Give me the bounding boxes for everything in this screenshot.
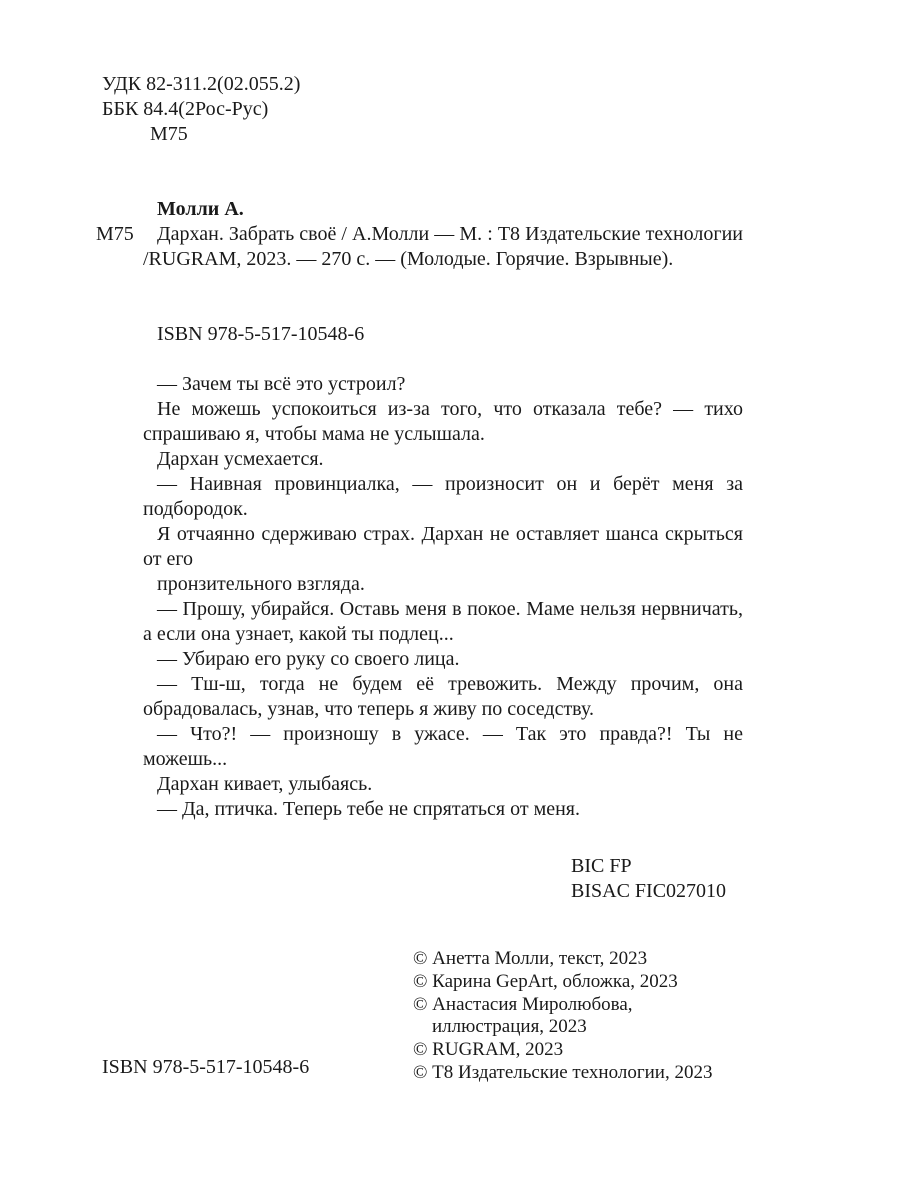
bic-code: BIC FP [571, 855, 632, 877]
excerpt-paragraph: Не можешь успокоиться из-за того, что отказала тебе? — тихо спрашиваю я, чтобы мама не услышала. [143, 398, 743, 445]
excerpt-paragraph: — Что?! — произношу в ужасе. — Так это правда?! Ты не можешь... [143, 723, 743, 770]
catalog-codes [102, 72, 300, 147]
excerpt-paragraph: пронзительного взгляда. [157, 573, 365, 595]
copyright-block [413, 948, 712, 1085]
book-excerpt [143, 372, 743, 822]
udk-code: УДК 82-311.2(02.055.2) [102, 73, 301, 95]
excerpt-paragraph: — Да, птичка. Теперь тебе не спрятаться от меня. [157, 798, 581, 820]
bibliographic-description: Дархан. Забрать своё / А.Молли — М. : Т8 Издательские технологии /RUGRAM, 2023. — 270 с. — (Молодые. Горячие. Взрывные). [143, 223, 743, 270]
excerpt-paragraph: Я отчаянно сдерживаю страх. Дархан не оставляет шанса скрыться от его [143, 523, 743, 570]
excerpt-paragraph: — Убираю его руку со своего лица. [157, 648, 460, 670]
copyright-illustration: © Анастасия Миролюбова, [413, 993, 633, 1015]
copyright-rugram: © RUGRAM, 2023 [413, 1039, 564, 1061]
bibliographic-record [96, 197, 743, 272]
copyright-illustration-role: иллюстрация, 2023 [432, 1016, 587, 1038]
excerpt-paragraph: Дархан усмехается. [157, 448, 324, 470]
author-mark-side: М75 [96, 223, 134, 245]
author-mark: М75 [150, 123, 188, 145]
isbn-bottom: ISBN 978-5-517-10548-6 [102, 1056, 310, 1078]
bisac-code: BISAC FIC027010 [571, 880, 727, 902]
excerpt-paragraph: Дархан кивает, улыбаясь. [157, 773, 373, 795]
author-heading: Молли А. [157, 198, 244, 220]
excerpt-paragraph: — Прошу, убирайся. Оставь меня в покое. Маме нельзя нервничать, а если она узнает, какой ты подлец... [143, 598, 743, 645]
excerpt-paragraph: — Тш-ш, тогда не будем её тревожить. Между прочим, она обрадовалась, узнав, что теперь я живу по соседству. [143, 673, 743, 720]
excerpt-paragraph: — Зачем ты всё это устроил? [157, 373, 406, 395]
copyright-cover: © Карина GepArt, обложка, 2023 [413, 970, 678, 992]
copyright-text: © Анетта Молли, текст, 2023 [413, 948, 648, 969]
isbn-record: ISBN 978-5-517-10548-6 [157, 323, 365, 345]
subject-codes [571, 854, 726, 904]
excerpt-paragraph: — Наивная провинциалка, — произносит он и берёт меня за подбородок. [143, 473, 743, 520]
bbk-code: ББК 84.4(2Рос-Рус) [102, 98, 269, 120]
copyright-publisher: © Т8 Издательские технологии, 2023 [413, 1061, 713, 1083]
